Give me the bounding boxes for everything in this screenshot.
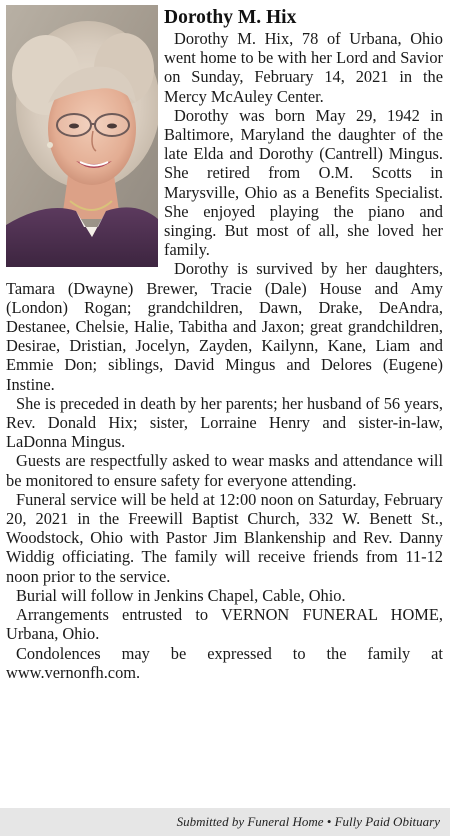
deceased-name: Dorothy M. Hix — [164, 7, 297, 28]
portrait-photo — [6, 5, 158, 267]
obituary-paragraph: She is preceded in death by her parents; her husband of 56 years, Rev. Donald Hix; sister, Lorraine Henry and sister-in-law, LaDonna Mingus. — [6, 393, 443, 452]
footer-text: Submitted by Funeral Home • Fully Paid Obituary — [176, 814, 440, 829]
obituary-paragraph: Condolences may be expressed to the family at www.vernonfh.com. — [6, 643, 443, 682]
obituary-paragraph: Guests are respectfully asked to wear masks and attendance will be monitored to ensure safety for everyone attending. — [6, 451, 443, 490]
obituary-paragraph: Arrangements entrusted to VERNON FUNERAL HOME, Urbana, Ohio. — [6, 605, 443, 644]
submission-footer — [0, 808, 450, 836]
obituary-paragraph: Dorothy was born May 29, 1942 in Baltimore, Maryland the daughter of the late Elda and Dorothy (Cantrell) Mingus. She retired from O.M. Scotts in Marysville, Ohio as a Benefits Specialist. She enjoyed playing the piano and singing. But most of all, she loved her family. — [164, 105, 443, 260]
obituary-paragraph: Burial will follow in Jenkins Chapel, Cable, Ohio. — [16, 585, 346, 605]
obituary-paragraph: Dorothy is survived by her daughters, Tamara (Dwayne) Brewer, Tracie (Dale) House and Amy (London) Rogan; grandchildren, Dawn, Drake, DeAndra, Destanee, Chelsie, Halie, Tabitha and Jaxon; great grandchildren, Desirae, Dristian, Jocelyn, Zayden, Kailynn, Kane, Liam and Emmie Don; siblings, David Mingus and Delores (Eugene) Instine. — [6, 259, 443, 394]
obituary-paragraph: Dorothy M. Hix, 78 of Urbana, Ohio went home to be with her Lord and Savior on Sunday, February 14, 2021 in the Mercy McAuley Center. — [164, 29, 443, 106]
obituary-paragraph: Funeral service will be held at 12:00 noon on Saturday, February 20, 2021 in the Freewill Baptist Church, 332 W. Benett St., Woodstock, Ohio with Pastor Jim Blankenship and Rev. Danny Widdig officiating. The family will receive friends from 11-12 noon prior to the service. — [6, 489, 443, 586]
